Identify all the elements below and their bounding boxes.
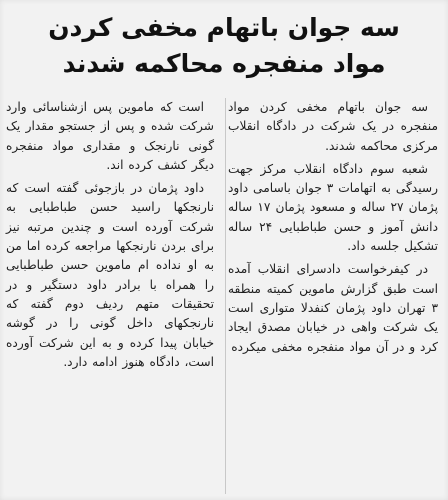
headline-line-1: سه جوان باتهام مخفی کردن <box>48 13 400 42</box>
paragraph: شعبه سوم دادگاه انقلاب مرکز جهت رسیدگی به اتهامات ۳ جوان باسامی داود پژمان ۲۷ ساله و مسعود پژمان ۱۷ ساله دانش آموز و حسن طباطبایی ۲۴ ساله تشکیل جلسه داد. <box>228 161 439 254</box>
paragraph: است که ماموین پس ازشناسائی وارد شرکت شده و پس از جستجو مقدار یک گونی نارنجک و مقداری مواد منفجره دیگر کشف کرده اند. <box>6 100 214 172</box>
article-headline <box>6 10 442 92</box>
column-divider <box>225 98 226 494</box>
paragraph: در کیفرخواست دادسرای انقلاب آمده است طبق گزارش ماموین کمیته منطقه ۳ تهران داود پژمان کنفدلا متواری است یک شرکت واهی در خیابان مصدق ایجاد کرد و در آن مواد منفجره مخفی میکرده <box>228 262 438 354</box>
headline-line-2: مواد منفجره محاکمه شدند <box>62 49 386 78</box>
article-column-left <box>6 98 214 376</box>
paragraph: سه جوان باتهام مخفی کردن مواد منفجره در یک شرکت در دادگاه انقلاب مرکزی محاکمه شدند. <box>228 100 438 153</box>
paragraph: داود پژمان در بازجوئی گفته است که نارنجکها راسید حسن طباطبایی به شرکت آورده است و چندین مرتبه نیز برای بردن نارنجکها مراجعه کرده اما من به او نداده ام ماموین حسن طباطبایی را همراه با برادر داود دستگیر و در تحقیقات متهم ردیف دوم گفته که نارنجکهای داخل گونی را در گوشه خیابان پیدا کرده و به این شرکت آورده است، دادگاه هنوز ادامه دارد. <box>6 181 214 369</box>
article-column-right <box>228 98 438 361</box>
